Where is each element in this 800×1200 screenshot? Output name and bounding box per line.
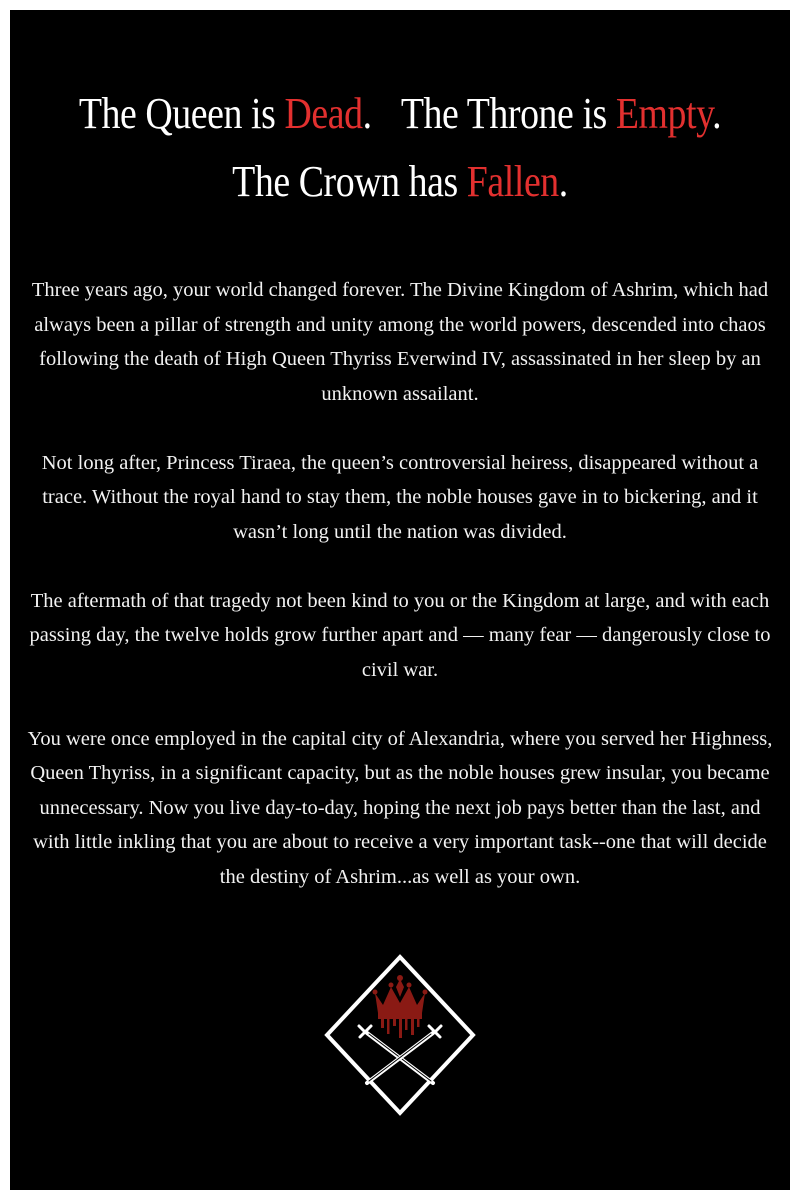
title-line-2	[65, 148, 736, 216]
page-frame	[10, 10, 790, 1190]
story-paragraph: The aftermath of that tragedy not been kind to you or the Kingdom at large, and with each passing day, the twelve holds grow further apart and — many fear — dangerously close to civil war.	[29, 589, 771, 681]
story-paragraph: You were once employed in the capital city of Alexandria, where you served her Highness, Queen Thyriss, in a significant capacity, but as the noble houses grew insular, you became unnecessary. Now you live day-to-day, hoping the next job pays better than the last, and with little inkling that you are about to receive a very important task--one that will decide the destiny of Ashrim...as well as your own.	[27, 727, 773, 888]
title-text: .	[558, 157, 568, 206]
title-accent-fallen: Fallen	[466, 157, 559, 206]
title-text: The Throne is	[400, 89, 616, 138]
crown-crossed-swords-icon	[323, 953, 477, 1117]
title-text: .	[362, 89, 372, 138]
crown-icon	[373, 975, 428, 1038]
story-paragraph: Not long after, Princess Tiraea, the queen’s controversial heiress, disappeared without a trace. Without the royal hand to stay them, the noble houses gave in to bickering, and it wasn’t long until the nation was divided.	[41, 451, 759, 543]
story-text	[22, 273, 778, 929]
title-accent-dead: Dead	[284, 89, 363, 138]
title-text: The Crown has	[232, 157, 467, 206]
title-text: The Queen is	[78, 89, 285, 138]
title-text: .	[712, 89, 722, 138]
page-title	[65, 80, 736, 216]
title-accent-empty: Empty	[615, 89, 713, 138]
story-paragraph: Three years ago, your world changed forever. The Divine Kingdom of Ashrim, which had always been a pillar of strength and unity among the world powers, descended into chaos following the death of High Queen Thyriss Everwind IV, assassinated in her sleep by an unknown assailant.	[31, 279, 769, 405]
title-line-1	[65, 80, 736, 148]
